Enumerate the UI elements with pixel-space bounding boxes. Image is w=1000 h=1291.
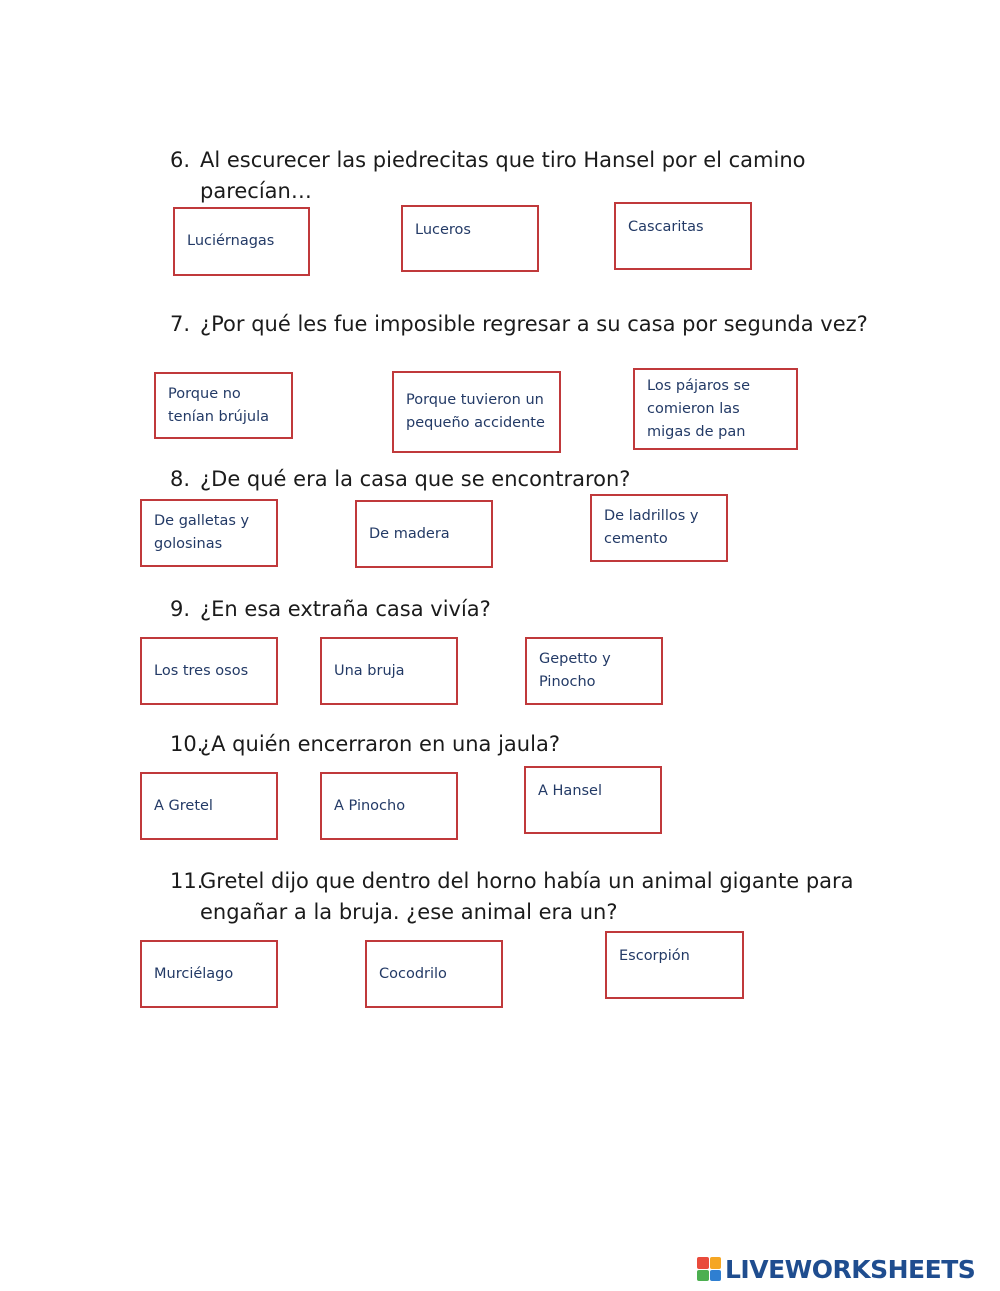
option-box[interactable]	[355, 500, 493, 568]
option-label: Porque no tenían brújula	[168, 385, 269, 425]
option-box[interactable]	[320, 772, 458, 840]
question-6	[170, 145, 870, 207]
question-number: 8.	[170, 467, 191, 491]
option-label: Escorpión	[619, 948, 690, 964]
question-11	[170, 866, 870, 928]
option-label: Cascaritas	[628, 219, 704, 235]
question-number: 10.	[170, 732, 204, 756]
option-label: De galletas y golosinas	[154, 513, 250, 552]
option-label: Murciélago	[154, 965, 234, 982]
option-label: Los tres osos	[154, 662, 249, 679]
option-box[interactable]	[154, 372, 293, 439]
option-box[interactable]	[392, 371, 561, 453]
option-box[interactable]	[590, 494, 728, 562]
option-box[interactable]	[173, 207, 310, 276]
question-text: ¿A quién encerraron en una jaula?	[200, 732, 560, 756]
question-text: Al escurecer las piedrecitas que tiro Hansel por el camino parecían…	[200, 148, 806, 203]
logo-square-icon	[697, 1257, 709, 1269]
option-label: Gepetto y Pinocho	[539, 651, 611, 690]
question-text: ¿En esa extraña casa vivía?	[200, 597, 491, 621]
question-8	[170, 464, 870, 495]
option-label: A Pinocho	[334, 797, 406, 814]
option-label: Los pájaros se comieron las migas de pan	[647, 377, 751, 440]
liveworksheets-logo-icon	[697, 1257, 721, 1281]
question-text: ¿Por qué les fue imposible regresar a su casa por segunda vez?	[200, 312, 868, 336]
option-label: De ladrillos y cemento	[604, 508, 699, 547]
option-label: A Gretel	[154, 797, 213, 814]
option-label: Luceros	[415, 222, 471, 238]
option-label: A Hansel	[538, 783, 603, 799]
logo-square-icon	[697, 1270, 709, 1282]
option-box[interactable]	[140, 772, 278, 840]
option-box[interactable]	[605, 931, 744, 999]
liveworksheets-logo	[697, 1252, 975, 1286]
logo-square-icon	[710, 1270, 722, 1282]
option-box[interactable]	[614, 202, 752, 270]
logo-square-icon	[710, 1257, 722, 1269]
question-7	[170, 309, 870, 340]
option-box[interactable]	[365, 940, 503, 1008]
question-9	[170, 594, 870, 625]
option-label: Cocodrilo	[379, 965, 447, 982]
option-box[interactable]	[140, 499, 278, 567]
question-10	[170, 729, 870, 760]
option-box[interactable]	[320, 637, 458, 705]
question-number: 7.	[170, 312, 191, 336]
logo-text: LIVEWORKSHEETS	[725, 1254, 976, 1284]
option-label: Una bruja	[334, 662, 405, 679]
option-label: Luciérnagas	[187, 233, 275, 249]
option-label: Porque tuvieron un pequeño accidente	[406, 392, 545, 431]
option-box[interactable]	[633, 368, 798, 450]
option-box[interactable]	[525, 637, 663, 705]
option-box[interactable]	[401, 205, 539, 272]
option-box[interactable]	[524, 766, 662, 834]
question-number: 11.	[170, 869, 204, 893]
question-text: Gretel dijo que dentro del horno había un animal gigante para engañar a la bruja. ¿ese animal era un?	[200, 869, 854, 924]
option-box[interactable]	[140, 940, 278, 1008]
option-box[interactable]	[140, 637, 278, 705]
question-text: ¿De qué era la casa que se encontraron?	[200, 467, 631, 491]
question-number: 9.	[170, 597, 191, 621]
option-label: De madera	[369, 525, 450, 542]
question-number: 6.	[170, 148, 191, 172]
